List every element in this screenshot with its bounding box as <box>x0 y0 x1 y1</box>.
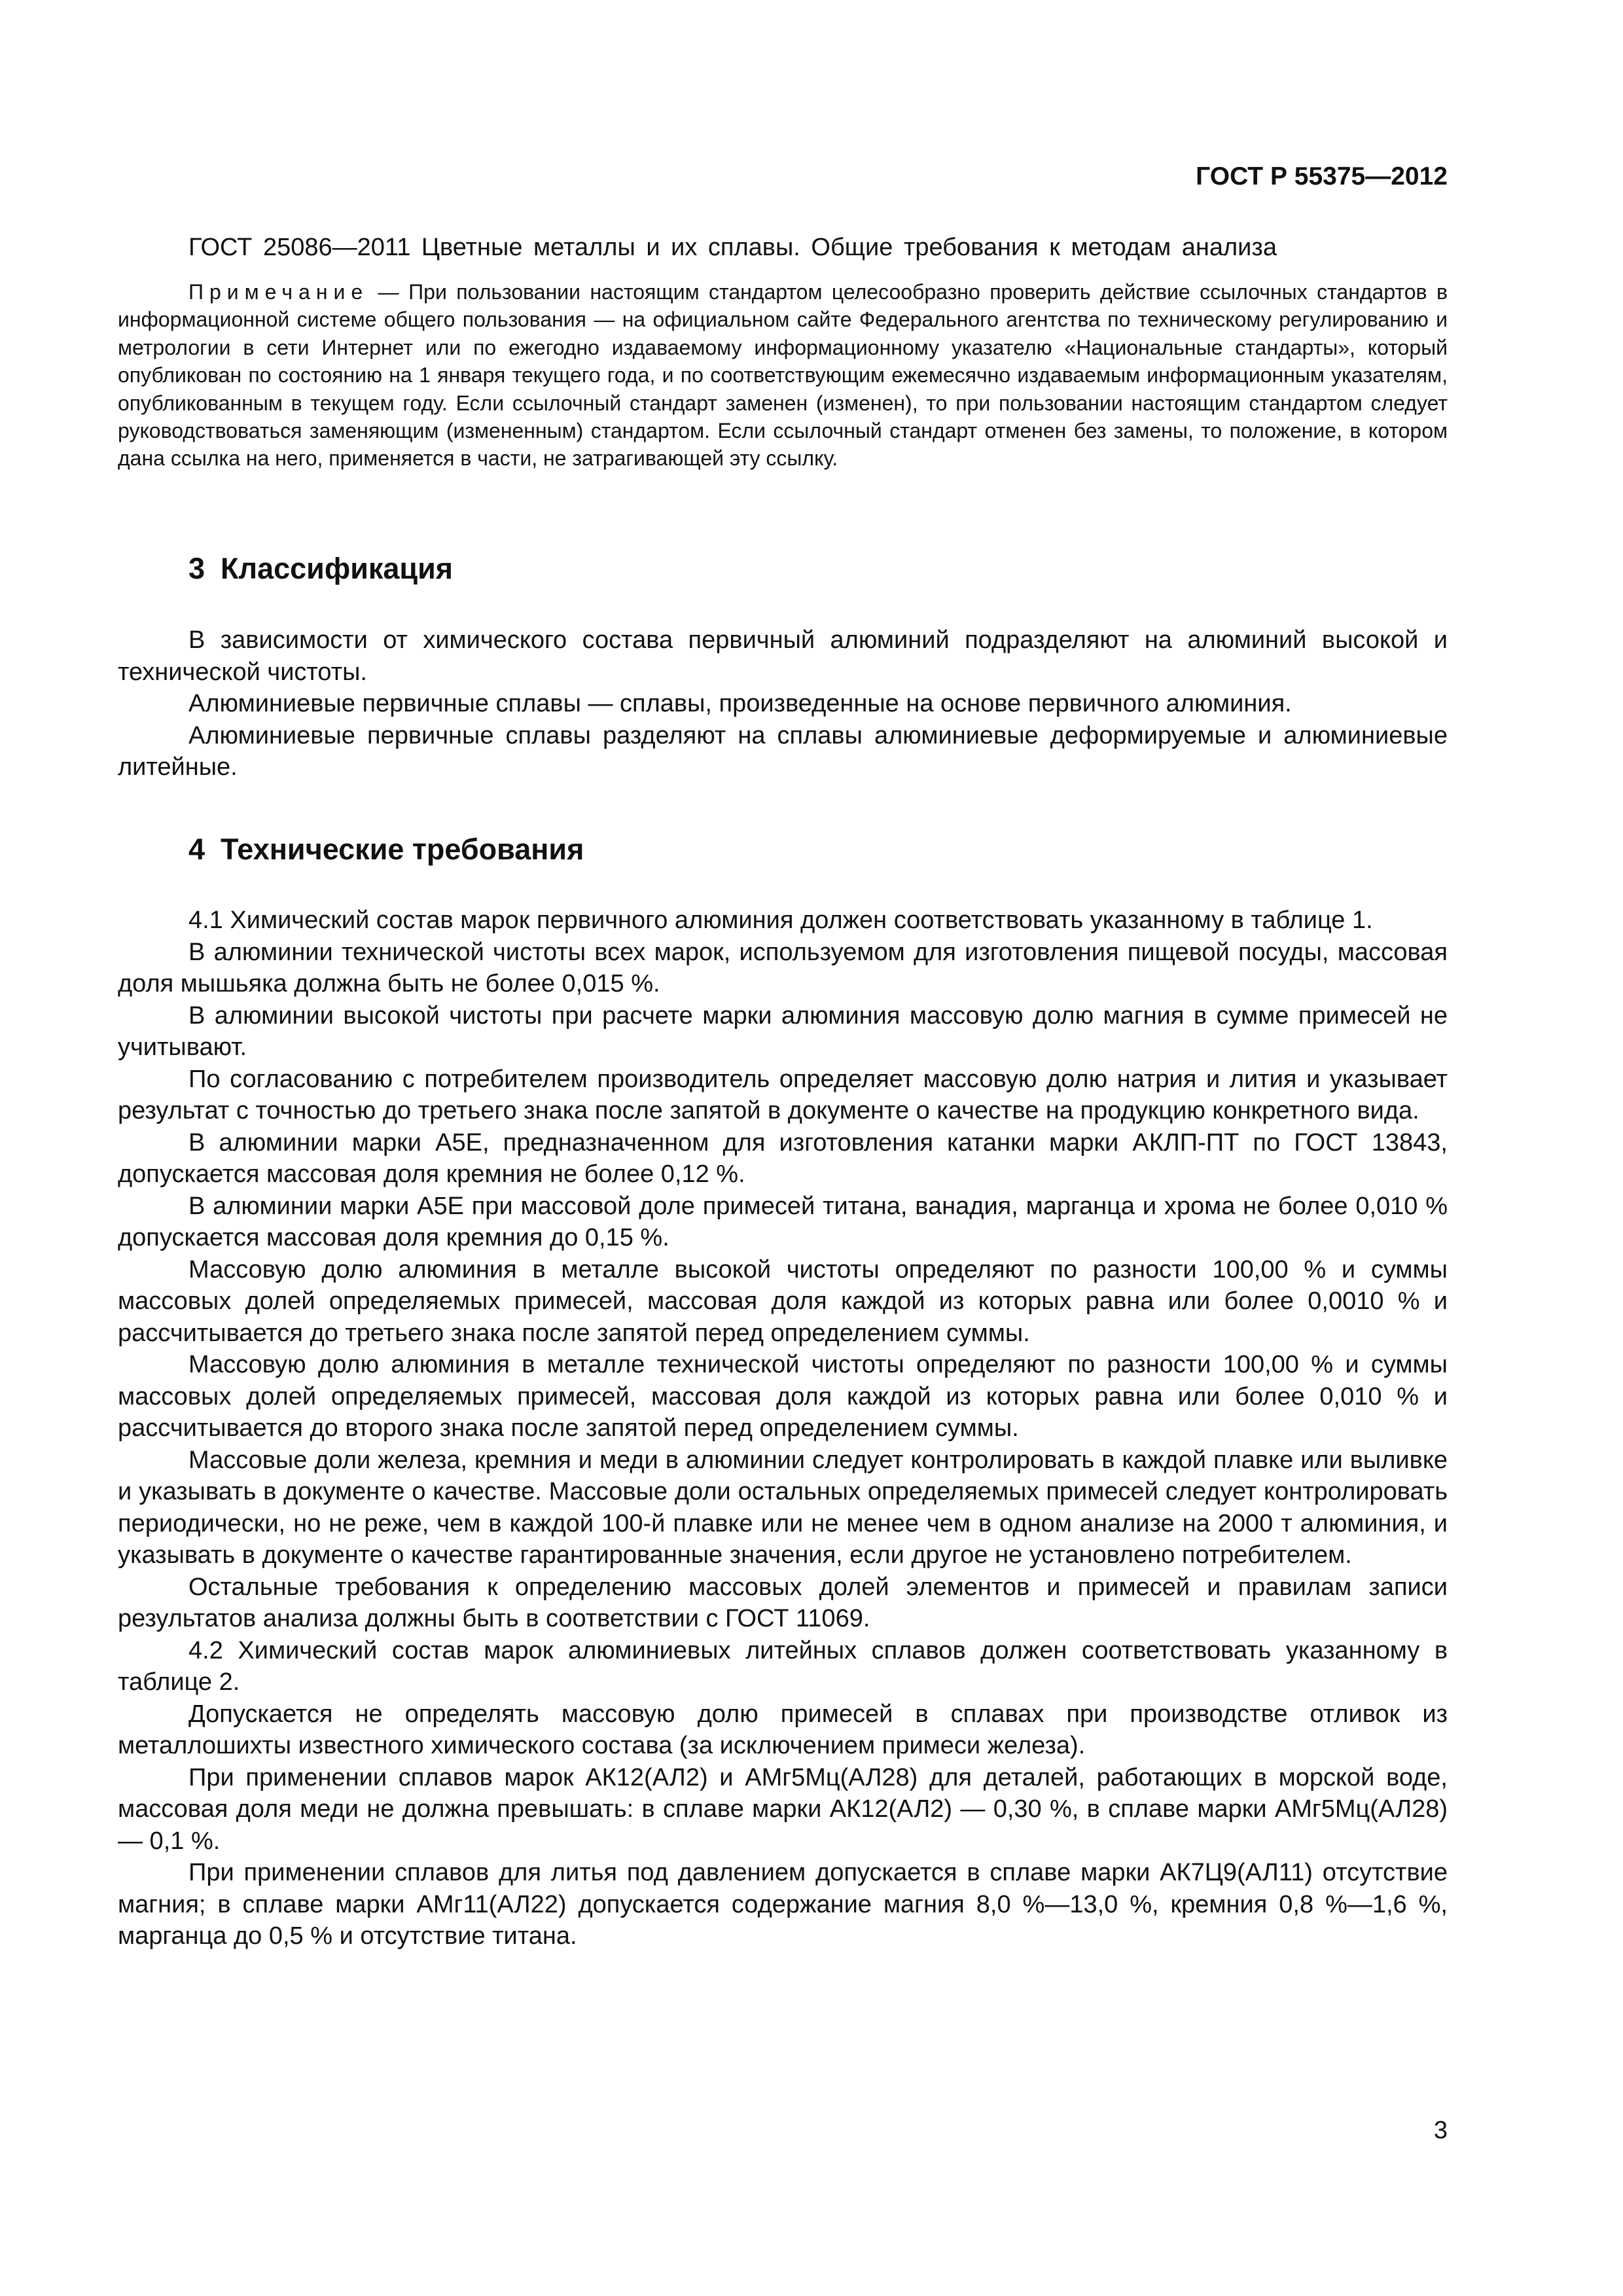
reference-entry: ГОСТ 25086—2011 Цветные металлы и их сплавы. Общие требования к методам анализа <box>188 234 1277 261</box>
paragraph: В алюминии марки А5Е при массовой доле примесей титана, ванадия, марганца и хрома не более 0,010 % допускается массовая доля кремния до 0,15 %. <box>118 1192 1448 1251</box>
paragraph: 4.1 Химический состав марок первичного алюминия должен соответствовать указанному в таблице 1. <box>188 906 1373 934</box>
document-header: ГОСТ Р 55375—2012 <box>1196 162 1448 190</box>
paragraph: Массовую долю алюминия в металле технической чистоты определяют по разности 100,00 % и суммы массовых долей определяемых примесей, массовая доля каждой из которых равна или более 0,010 % и рассчитывается до второго знака после запятой перед определением суммы. <box>118 1351 1448 1442</box>
section-3-heading <box>188 552 453 586</box>
note-text: — При пользовании настоящим стандартом целесообразно проверить действие ссылочных стандартов в информационной системе общего пользования — на официальном сайте Федерального агентства по техническому регулированию и метрологии в сети Интернет или по ежегодно издаваемому информационному указателю «Национальные стандарты», который опубликован по состоянию на 1 января текущего года, и по соответствующим ежемесячно издаваемым информационным указателям, опубликованным в текущем году. Если ссылочный стандарт заменен (изменен), то при пользовании настоящим стандартом следует руководствоваться заменяющим (измененным) стандартом. Если ссылочный стандарт отменен без замены, то положение, в котором дана ссылка на него, применяется в части, не затрагивающей эту ссылку. <box>118 280 1448 471</box>
paragraph: Алюминиевые первичные сплавы — сплавы, произведенные на основе первичного алюминия. <box>188 690 1292 717</box>
paragraph: Алюминиевые первичные сплавы разделяют на сплавы алюминиевые деформируемые и алюминиевые литейные. <box>118 721 1448 781</box>
note-paragraph <box>118 278 1448 473</box>
section-4-body <box>118 905 1448 1952</box>
paragraph: Остальные требования к определению массовых долей элементов и примесей и правилам записи результатов анализа должны быть в соответствии с ГОСТ 11069. <box>118 1573 1448 1632</box>
section-3-body <box>118 624 1448 783</box>
paragraph: В зависимости от химического состава первичный алюминий подразделяют на алюминий высокой и технической чистоты. <box>118 626 1448 686</box>
paragraph: В алюминии высокой чистоты при расчете марки алюминия массовую долю магния в сумме примесей не учитывают. <box>118 1001 1448 1061</box>
paragraph: В алюминии марки А5Е, предназначенном для изготовления катанки марки АКЛП-ПТ по ГОСТ 13843, допускается массовая доля кремния не более 0,12 %. <box>118 1128 1448 1188</box>
paragraph: При применении сплавов для литья под давлением допускается в сплаве марки АК7Ц9(АЛ11) отсутствие магния; в сплаве марки АМг11(АЛ22) допускается содержание магния 8,0 %—13,0 %, кремния 0,8 %—1,6 %, марганца до 0,5 % и отсутствие титана. <box>118 1859 1448 1950</box>
paragraph: 4.2 Химический состав марок алюминиевых литейных сплавов должен соответствовать указанному в таблице 2. <box>118 1636 1448 1696</box>
section-4-title: Технические требования <box>221 833 584 866</box>
paragraph: По согласованию с потребителем производитель определяет массовую долю натрия и лития и указывает результат с точностью до третьего знака после запятой в документе о качестве на продукцию конкретного вида. <box>118 1065 1448 1124</box>
paragraph: В алюминии технической чистоты всех марок, используемом для изготовления пищевой посуды, массовая доля мышьяка должна быть не более 0,015 %. <box>118 938 1448 997</box>
section-3-number: 3 <box>188 552 205 585</box>
page-number: 3 <box>1433 2117 1448 2144</box>
paragraph: Массовые доли железа, кремния и меди в алюминии следует контролировать в каждой плавке или выливке и указывать в документе о качестве. Массовые доли остальных определяемых примесей следует контролировать периодически, но не реже, чем в каждой 100-й плавке или не менее чем в одном анализе на 2000 т алюминия, и указывать в документе о качестве гарантированные значения, если другое не установлено потребителем. <box>118 1446 1448 1569</box>
paragraph: Массовую долю алюминия в металле высокой чистоты определяют по разности 100,00 % и суммы массовых долей определяемых примесей, массовая доля каждой из которых равна или более 0,0010 % и рассчитывается до третьего знака после запятой перед определением суммы. <box>118 1255 1448 1347</box>
section-4-number: 4 <box>188 833 205 866</box>
section-4-heading <box>188 833 584 867</box>
note-lead: Примечание <box>188 280 369 304</box>
section-3-title: Классификация <box>221 552 453 585</box>
paragraph: Допускается не определять массовую долю примесей в сплавах при производстве отливок из металлошихты известного химического состава (за исключением примеси железа). <box>118 1700 1448 1759</box>
paragraph: При применении сплавов марок АК12(АЛ2) и АМг5Мц(АЛ28) для деталей, работающих в морской воде, массовая доля меди не должна превышать: в сплаве марки АК12(АЛ2) — 0,30 %, в сплаве марки АМг5Мц(АЛ28) — 0,1 %. <box>118 1763 1448 1855</box>
